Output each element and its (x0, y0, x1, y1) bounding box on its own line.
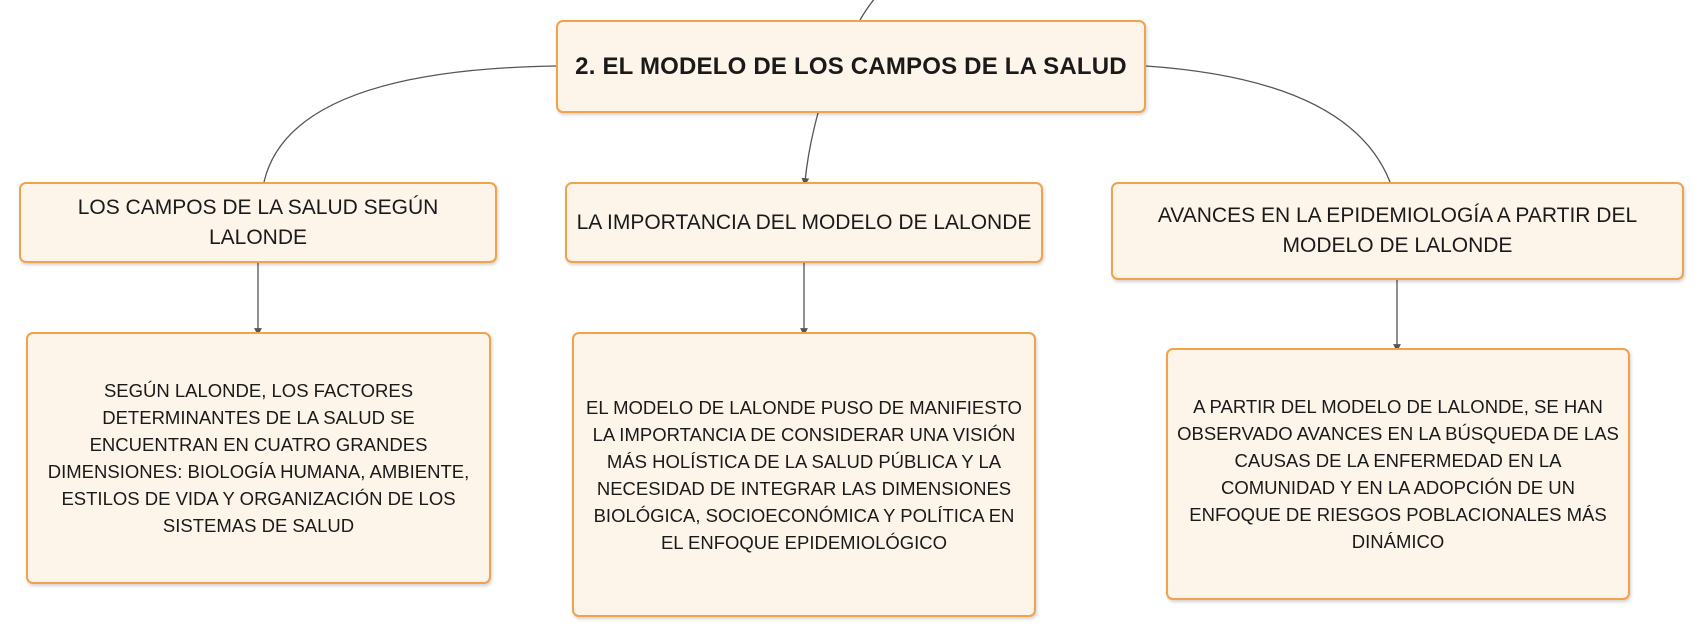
detail-node-text: SEGÚN LALONDE, LOS FACTORES DETERMINANTES DE LA SALUD SE ENCUENTRAN EN CUATRO GRANDES DIMENSIONES: BIOLOGÍA HUMANA, AMBIENTE, ESTILOS DE VIDA Y ORGANIZACIÓN DE LOS SISTEMAS DE SALUD (47, 380, 470, 536)
detail-node-text: EL MODELO DE LALONDE PUSO DE MANIFIESTO LA IMPORTANCIA DE CONSIDERAR UNA VISIÓN MÁS HOLÍSTICA DE LA SALUD PÚBLICA Y LA NECESIDAD DE INTEGRAR LAS DIMENSIONES BIOLÓGICA, SOCIOECONÓMICA Y POLÍTICA EN EL ENFOQUE EPIDEMIOLÓGICO (586, 396, 1022, 553)
connector-root-to-topic-1 (264, 66, 556, 182)
topic-node-label: AVANCES EN LA EPIDEMIOLOGÍA A PARTIR DEL MODELO DE LALONDE (1157, 204, 1638, 257)
detail-node-campos-salud-lalonde[interactable] (26, 332, 491, 584)
topic-node-importancia-modelo[interactable] (565, 182, 1043, 263)
detail-node-text: A PARTIR DEL MODELO DE LALONDE, SE HAN OBSERVADO AVANCES EN LA BÚSQUEDA DE LAS CAUSAS DE LA ENFERMEDAD EN LA COMUNIDAD Y EN LA ADOPCIÓN DE UN ENFOQUE DE RIESGOS POBLACIONALES MÁS DINÁMICO (1177, 396, 1619, 552)
detail-node-importancia-modelo[interactable] (572, 332, 1036, 617)
connector-root-to-topic-2 (805, 113, 818, 182)
topic-node-avances-epidemiologia[interactable] (1111, 182, 1684, 280)
connector-root-to-topic-3 (1146, 66, 1390, 182)
root-node-label: 2. EL MODELO DE LOS CAMPOS DE LA SALUD (575, 52, 1127, 80)
connector-parent-to-root (860, 0, 880, 20)
topic-node-label: LA IMPORTANCIA DEL MODELO DE LALONDE (576, 210, 1032, 234)
topic-node-label: LOS CAMPOS DE LA SALUD SEGÚN LALONDE (77, 195, 439, 249)
detail-node-avances-epidemiologia[interactable] (1166, 348, 1630, 600)
topic-node-campos-salud-lalonde[interactable] (19, 182, 497, 263)
root-node[interactable] (556, 20, 1146, 113)
